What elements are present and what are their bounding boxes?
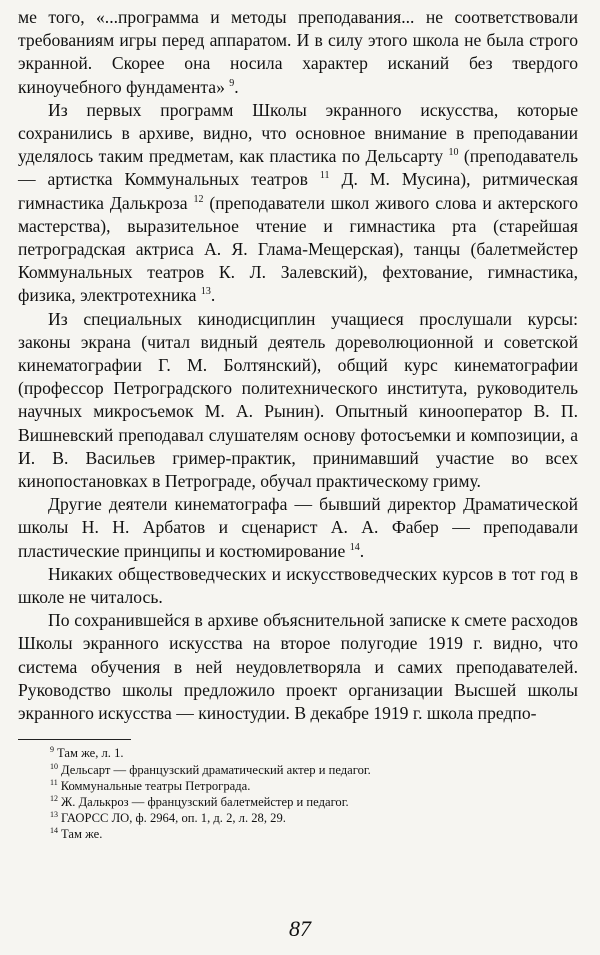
- body-text: [18, 6, 578, 725]
- paragraph: [18, 6, 578, 99]
- page-body: [18, 6, 578, 843]
- footnote-number: 13: [50, 810, 58, 820]
- paragraph-text: ме того, «...программа и методы преподавания... не соответствовали требованиям игры перед аппаратом. И в силу этого школа не была строго экранной. Скорее она носила характер исканий без твердого киноучебного фундамента»: [18, 7, 578, 97]
- paragraph-text: Никаких обществоведческих и искусствоведческих курсов в тот год в школе не читалось.: [18, 563, 578, 608]
- paragraph-text: .: [210, 285, 216, 306]
- paragraph-text: Из специальных кинодисциплин учащиеся прослушали курсы: законы экрана (читал видный деятель дореволюционной и советской кинематографии Г. М. Болтянский), общий курс кинематографии (профессор Петроградского политехнического института, руководитель научных микросъемок М. А. Рынин). Опытный кинооператор В. П. Вишневский преподавал слушателям основу фотосъемки и композиции, а И. В. Васильев гример-практик, принимавший участие во всех кинопостановках в Петрограде, обучал практическому гриму.: [18, 308, 578, 492]
- footnote-reference: 13: [200, 286, 211, 298]
- footnote-separator: [18, 739, 131, 740]
- footnote-number: 11: [50, 777, 58, 787]
- paragraph: [18, 99, 578, 308]
- footnote-reference: 10: [448, 147, 459, 159]
- paragraph: [18, 493, 578, 563]
- footnote: [50, 810, 578, 826]
- footnote-text: Коммунальные театры Петрограда.: [60, 778, 251, 793]
- footnote-text: Дельсарт — французский драматический актер и педагог.: [61, 762, 371, 777]
- paragraph-text: (преподаватель — артистка Коммунальных театров: [18, 146, 578, 190]
- footnote: [50, 778, 578, 794]
- footnote-text: Там же.: [61, 827, 103, 842]
- footnote-text: Там же, л. 1.: [57, 746, 124, 761]
- footnote-number: 12: [50, 793, 58, 803]
- footnote-reference: 11: [319, 170, 330, 182]
- footnote: [50, 762, 578, 778]
- footnote: [50, 745, 578, 761]
- paragraph-text: Д. М. Мусина), ритмическая гимнастика Далькроза: [18, 169, 578, 213]
- paragraph-text: .: [359, 540, 365, 561]
- paragraph-text: .: [234, 76, 239, 97]
- paragraph-text: (преподаватели школ живого слова и актерского мастерства), выразительное чтение и гимнастика рта (старейшая петроградская актриса А. Я. Глама-Мещерская), танцы (балетмейстер Коммунальных театров К. Л. Залевский), фехтование, гимнастика, физика, электротехника: [18, 192, 578, 306]
- paragraph: [18, 563, 578, 609]
- paragraph-text: Из первых программ Школы экранного искусства, которые сохранились в архиве, видно, что основное внимание в преподавании уделялось таким предметам, как пластика по Дельсарту: [18, 99, 578, 167]
- paragraph-text: Другие деятели кинематографа — бывший директор Драматической школы Н. Н. Арбатов и сценарист А. А. Фабер — преподавали пластические принципы и костюмирование: [18, 494, 578, 561]
- footnote-number: 14: [50, 826, 58, 836]
- paragraph: [18, 609, 578, 725]
- footnote: [50, 826, 578, 842]
- footnote-text: Ж. Далькроз — французский балетмейстер и педагог.: [61, 794, 349, 809]
- paragraph-text: По сохранившейся в архиве объяснительной записке к смете расходов Школы экранного искусства на второе полугодие 1919 г. видно, что система обучения в ней неудовлетворяла и самих преподавателей. Руководство школы предложило проект организации Высшей школы экранного искусства — киностудии. В декабре 1919 г. школа предпо-: [18, 610, 578, 724]
- footnote-number: 10: [50, 761, 58, 771]
- page-number: 87: [289, 916, 311, 941]
- footnote-reference: 9: [229, 77, 235, 89]
- footnote-number: 9: [50, 745, 54, 755]
- footnote: [50, 794, 578, 810]
- footnote-reference: 14: [349, 541, 360, 553]
- footnote-text: ГАОРСС ЛО, ф. 2964, оп. 1, д. 2, л. 28, 29.: [61, 811, 286, 826]
- paragraph: [18, 308, 578, 494]
- footnotes: [18, 745, 578, 842]
- footnote-reference: 12: [193, 193, 204, 205]
